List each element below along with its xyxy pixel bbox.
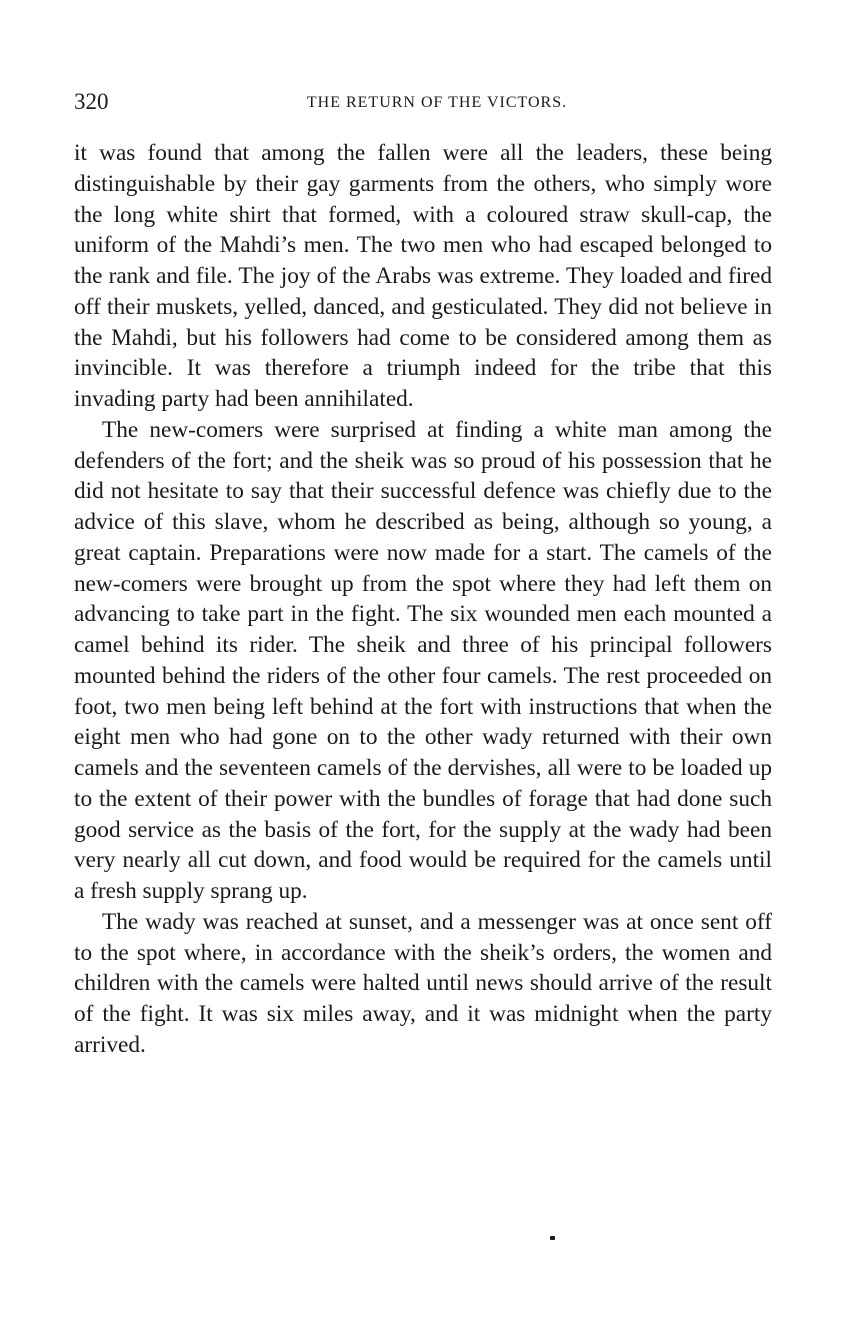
page-number: 320 [74, 89, 109, 114]
body-text [74, 138, 772, 1061]
page-header [74, 88, 772, 118]
paragraph: The wady was reached at sunset, and a messenger was at once sent off to the spot where, in accordance with the sheik’s orders, the women and children with the camels were halted until news should arrive of the result of the fight. It was six miles away, and it was midnight when the party arrived. [74, 908, 772, 1058]
paragraph: The new-comers were surprised at finding a white man among the defenders of the fort; and the sheik was so proud of his possession that he did not hesitate to say that their successful defence was chiefly due to the advice of this slave, whom he described as being, although so young, a great captain. Preparations were now made for a start. The camels of the new-comers were brought up from the spot where they had left them on advancing to take part in the fight. The six wounded men each mounted a camel behind its rider. The sheik and three of his principal followers mounted behind the riders of the other four camels. The rest proceeded on foot, two men being left behind at the fort with instructions that when the eight men who had gone on to the other wady returned with their own camels and the seventeen camels of the dervishes, all were to be loaded up to the extent of their power with the bundles of forage that had done such good service as the basis of the fort, for the supply at the wady had been very nearly all cut down, and food would be required for the camels until a fresh supply sprang up. [74, 416, 772, 904]
paragraph-continued: it was found that among the fallen were all the leaders, these being distinguishable by their gay garments from the others, who simply wore the long white shirt that formed, with a coloured straw skull-cap, the uniform of the Mahdi’s men. The two men who had escaped belonged to the rank and file. The joy of the Arabs was extreme. They loaded and fired off their muskets, yelled, danced, and gesticulated. They did not believe in the Mahdi, but his followers had come to be considered among them as invincible. It was therefore a triumph indeed for the tribe that this invading party had been annihilated. [74, 140, 772, 412]
print-mark [550, 1236, 555, 1240]
running-title: THE RETURN OF THE VICTORS. [306, 94, 568, 111]
